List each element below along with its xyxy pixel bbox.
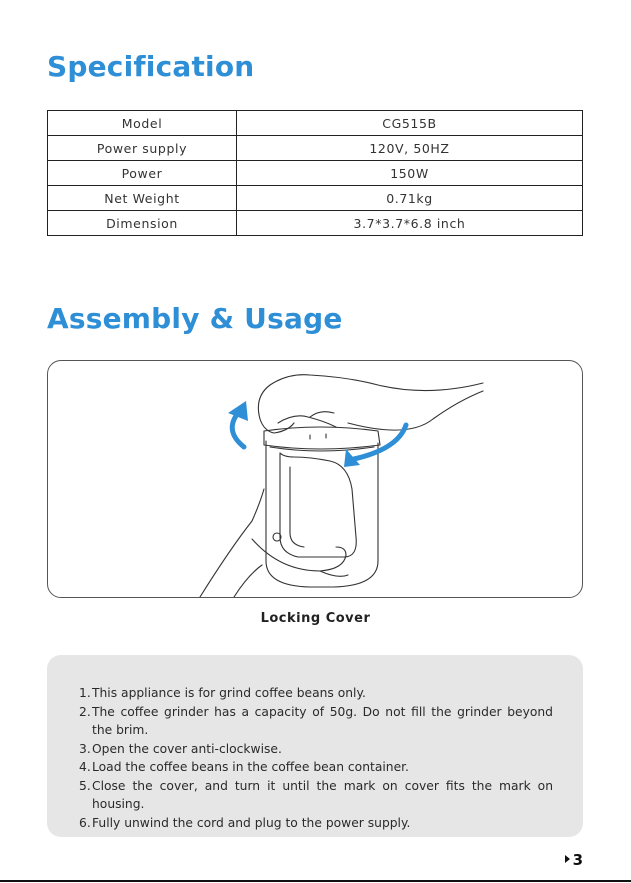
table-row xyxy=(48,111,583,136)
spec-value-power-supply: 120V, 50HZ xyxy=(237,136,583,161)
list-item xyxy=(79,740,553,759)
step-text: Open the cover anti-clockwise. xyxy=(92,741,282,756)
step-number: 2. xyxy=(79,704,91,719)
hands-turning-grinder-cover-illustration xyxy=(48,361,582,597)
specification-heading: Specification xyxy=(47,50,255,83)
list-item xyxy=(79,703,553,740)
illustration-caption: Locking Cover xyxy=(260,611,371,626)
spec-label-model: Model xyxy=(48,111,237,136)
spec-label-power: Power xyxy=(48,161,237,186)
spec-label-dimension: Dimension xyxy=(48,211,237,236)
bottom-hand xyxy=(200,489,264,597)
list-item xyxy=(79,684,553,703)
step-number: 6. xyxy=(79,815,91,830)
list-item xyxy=(79,758,553,777)
table-row xyxy=(48,136,583,161)
page-number-value: 3 xyxy=(572,851,583,869)
step-text: Load the coffee beans in the coffee bean container. xyxy=(92,760,409,774)
assembly-usage-heading: Assembly & Usage xyxy=(47,302,343,335)
step-number: 1. xyxy=(79,686,91,700)
spec-label-power-supply: Power supply xyxy=(48,136,237,161)
locking-cover-illustration xyxy=(47,360,583,598)
step-text: Fully unwind the cord and plug to the power supply. xyxy=(92,815,411,830)
top-hand xyxy=(258,375,483,419)
spec-value-power: 150W xyxy=(237,161,583,186)
spec-value-model: CG515B xyxy=(237,111,583,136)
list-item xyxy=(79,814,553,833)
footer-divider xyxy=(0,880,631,882)
spec-value-net-weight: 0.71kg xyxy=(237,186,583,211)
grinder-cover xyxy=(264,427,380,449)
usage-instructions-panel xyxy=(47,655,583,837)
grinder-window xyxy=(280,453,356,557)
step-text: The coffee grinder has a capacity of 50g. Do not fill the grinder beyond the brim. xyxy=(92,704,553,737)
table-row xyxy=(48,186,583,211)
table-row xyxy=(48,211,583,236)
grinder-body xyxy=(266,441,378,587)
table-row xyxy=(48,161,583,186)
specification-table xyxy=(47,110,583,236)
list-item xyxy=(79,777,553,814)
step-number: 3. xyxy=(79,741,91,756)
page-number xyxy=(565,851,583,869)
spec-label-net-weight: Net Weight xyxy=(48,186,237,211)
triangle-marker-icon xyxy=(565,855,570,863)
spec-value-dimension: 3.7*3.7*6.8 inch xyxy=(237,211,583,236)
step-number: 5. xyxy=(79,778,91,793)
step-number: 4. xyxy=(79,760,91,774)
usage-steps-list xyxy=(79,684,553,832)
step-text: Close the cover, and turn it until the mark on cover fits the mark on housing. xyxy=(92,778,553,811)
step-text: This appliance is for grind coffee beans only. xyxy=(92,686,366,700)
